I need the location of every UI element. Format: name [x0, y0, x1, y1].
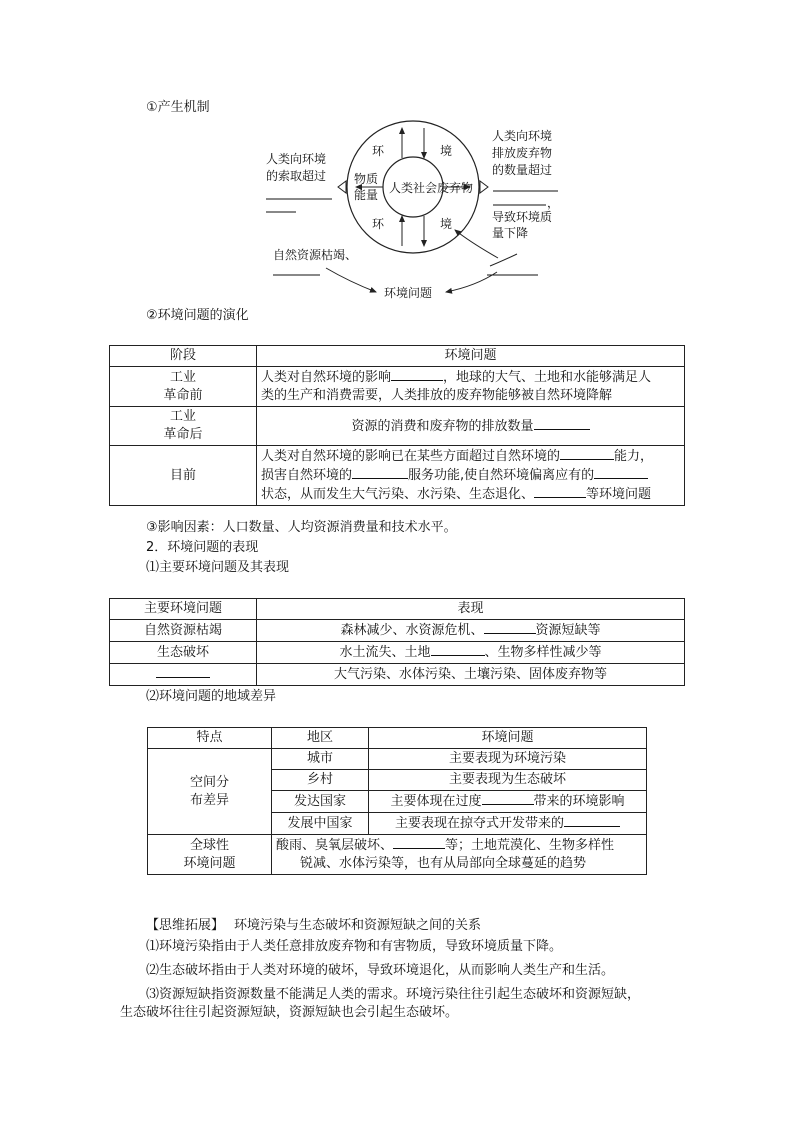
extension-label: 【思维拓展】 [146, 918, 225, 933]
fill-blank[interactable] [594, 466, 648, 479]
fill-blank[interactable] [393, 836, 445, 849]
arrow-to-problem-left [326, 268, 376, 292]
cell-text: 锐减、水体污染等，也有从局部向全球蔓延的趋势 [300, 856, 587, 871]
table-row [110, 407, 685, 446]
hollow-arrow-right [480, 181, 488, 193]
stage-line: 革命后 [163, 427, 203, 442]
region-cell: 城市 [272, 749, 369, 770]
evolution-table [109, 345, 685, 506]
region-cell: 乡村 [272, 770, 369, 791]
cell-text: ，地球的大气、土地和水能够满足人 [443, 370, 652, 385]
extension-p3-line2: 生态破坏往往引起资源短缺，资源短缺也会引起生态破坏。 [120, 1005, 459, 1020]
table-row [148, 835, 647, 875]
cell-text: 人类对自然环境的影响 [261, 370, 392, 385]
header-region: 地区 [272, 728, 369, 749]
fill-blank[interactable] [534, 417, 590, 430]
expression-cell [257, 620, 685, 642]
diagram-graphics [0, 0, 794, 310]
stage-cell [110, 367, 257, 407]
region-cell: 发展中国家 [272, 813, 369, 835]
table-row [148, 728, 647, 749]
feature-cell [148, 835, 272, 875]
feature-line: 全球性 [189, 837, 229, 853]
table-row [110, 620, 685, 642]
hollow-arrow-left [338, 181, 346, 193]
table-row [110, 367, 685, 407]
fill-blank[interactable] [564, 814, 620, 827]
feature-line: 空间分 [189, 774, 229, 790]
feature-cell [148, 749, 272, 835]
mechanism-title: ①产生机制 [146, 100, 210, 115]
problem-cell [257, 367, 685, 407]
cell-text: 酸雨、臭氧层破坏、 [276, 838, 394, 853]
cell-text: 类的生产和消费需要，人类排放的废弃物能够被自然环境降解 [261, 388, 613, 403]
header-stage: 阶段 [110, 346, 257, 367]
stage-line: 革命前 [163, 387, 203, 403]
cell-text: 主要体现在过度 [390, 794, 482, 809]
fill-blank[interactable] [482, 792, 534, 805]
problem-cell: 自然资源枯竭 [110, 620, 257, 642]
table-row [110, 642, 685, 664]
extension-p3-line1: ⑶资源短缺指资源数量不能满足人类的需求。环境污染往往引起生态破坏和资源短缺， [146, 987, 641, 1002]
table-row [148, 749, 647, 770]
right-label-5: 导致环境质 [492, 210, 553, 224]
right-label-2: 排放废弃物 [492, 146, 553, 160]
fill-blank[interactable] [352, 466, 408, 479]
fill-blank[interactable] [431, 643, 485, 656]
factors-text: ③影响因素：人口数量、人均资源消费量和技术水平。 [146, 520, 457, 535]
material-label-2: 能量 [354, 188, 379, 202]
issue-cell [369, 791, 647, 813]
cell-text: 人类对自然环境的影响已在某些方面超过自然环境的 [261, 449, 561, 464]
cell-text: 水土流失、土地 [339, 645, 431, 660]
right-label-3: 的数量超过 [492, 163, 553, 177]
feature-line: 布差异 [189, 792, 229, 808]
stage-cell: 目前 [110, 446, 257, 506]
ring-bottom-left: 环 [372, 217, 385, 231]
feature-line: 环境问题 [183, 855, 236, 871]
header-problem: 环境问题 [257, 346, 685, 367]
ring-bottom-right: 境 [440, 217, 453, 231]
cell-text: 等环境问题 [586, 487, 652, 502]
extension-p1: ⑴环境污染指由于人类任意排放废弃物和有害物质，导致环境质量下降。 [146, 939, 563, 954]
left-label-2: 的索取超过 [266, 169, 327, 183]
cell-text: 损害自然环境的 [261, 468, 353, 483]
header-issue: 环境问题 [369, 728, 647, 749]
ring-top-left: 环 [372, 144, 385, 158]
stage-line: 工业 [169, 409, 196, 424]
cell-text: 森林减少、水资源危机、 [340, 623, 484, 638]
extension-heading [146, 917, 481, 935]
issue-cell: 主要表现为生态破坏 [369, 770, 647, 791]
extension-title: 环境污染与生态破坏和资源短缺之间的关系 [234, 918, 482, 933]
stage-line: 工业 [169, 369, 196, 385]
regional-table [147, 727, 647, 875]
cell-text: 带来的环境影响 [533, 794, 625, 809]
ring-top-right: 境 [440, 144, 453, 158]
env-problem-label: 环境问题 [384, 286, 433, 300]
header-expression: 表现 [257, 599, 685, 620]
fill-blank[interactable] [391, 368, 443, 381]
society-label: 人类社会 [389, 181, 438, 195]
cell-text: 能力， [614, 449, 654, 464]
region-cell: 发达国家 [272, 791, 369, 813]
issue-cell: 主要表现为环境污染 [369, 749, 647, 770]
cell-text: 、生物多样性减少等 [484, 645, 602, 660]
cell-text: 等；土地荒漠化、生物多样性 [445, 838, 615, 853]
cell-text: 主要表现在掠夺式开发带来的 [394, 816, 564, 831]
right-label-6: 量下降 [492, 226, 529, 240]
evolution-title: ②环境问题的演化 [146, 308, 249, 323]
fill-blank[interactable] [484, 621, 536, 634]
main-problems-table [109, 598, 685, 686]
right-label-comma: ， [547, 196, 560, 210]
cell-text: 服务功能,使自然环境偏离应有的 [408, 468, 595, 483]
issue-cell [369, 813, 647, 835]
issue-cell [272, 835, 647, 875]
table-row [110, 664, 685, 686]
cell-text: 状态，从而发生大气污染、水污染、生态退化、 [261, 487, 535, 502]
waste-label: 废弃物 [437, 181, 474, 195]
right-label-1: 人类向环境 [492, 129, 553, 143]
material-label-1: 物质 [354, 172, 379, 186]
sub1-title: ⑴主要环境问题及其表现 [146, 560, 290, 575]
problem-cell: 生态破坏 [110, 642, 257, 664]
table-row [110, 346, 685, 367]
depletion-label: 自然资源枯竭、 [273, 248, 358, 262]
problem-cell [110, 664, 257, 686]
header-feature: 特点 [148, 728, 272, 749]
expression-cell: 大气污染、水体污染、土壤污染、固体废弃物等 [257, 664, 685, 686]
fill-blank[interactable] [534, 485, 586, 498]
cell-text: 资源短缺等 [535, 623, 601, 638]
table-row [110, 446, 685, 506]
extension-p2: ⑵生态破坏指由于人类对环境的破坏，导致环境退化，从而影响人类生产和生活。 [146, 963, 615, 978]
table-row [110, 599, 685, 620]
problem-cell [257, 446, 685, 506]
left-label-1: 人类向环境 [266, 152, 327, 166]
stage-cell [110, 407, 257, 446]
section2-title: 2．环境问题的表现 [146, 540, 259, 555]
cell-text: 资源的消费和废弃物的排放数量 [351, 418, 534, 434]
sub2-title: ⑵环境问题的地域差异 [146, 689, 277, 704]
expression-cell [257, 642, 685, 664]
fill-blank[interactable] [156, 665, 210, 678]
fill-blank[interactable] [560, 447, 614, 460]
header-problem: 主要环境问题 [110, 599, 257, 620]
problem-cell [257, 407, 685, 446]
